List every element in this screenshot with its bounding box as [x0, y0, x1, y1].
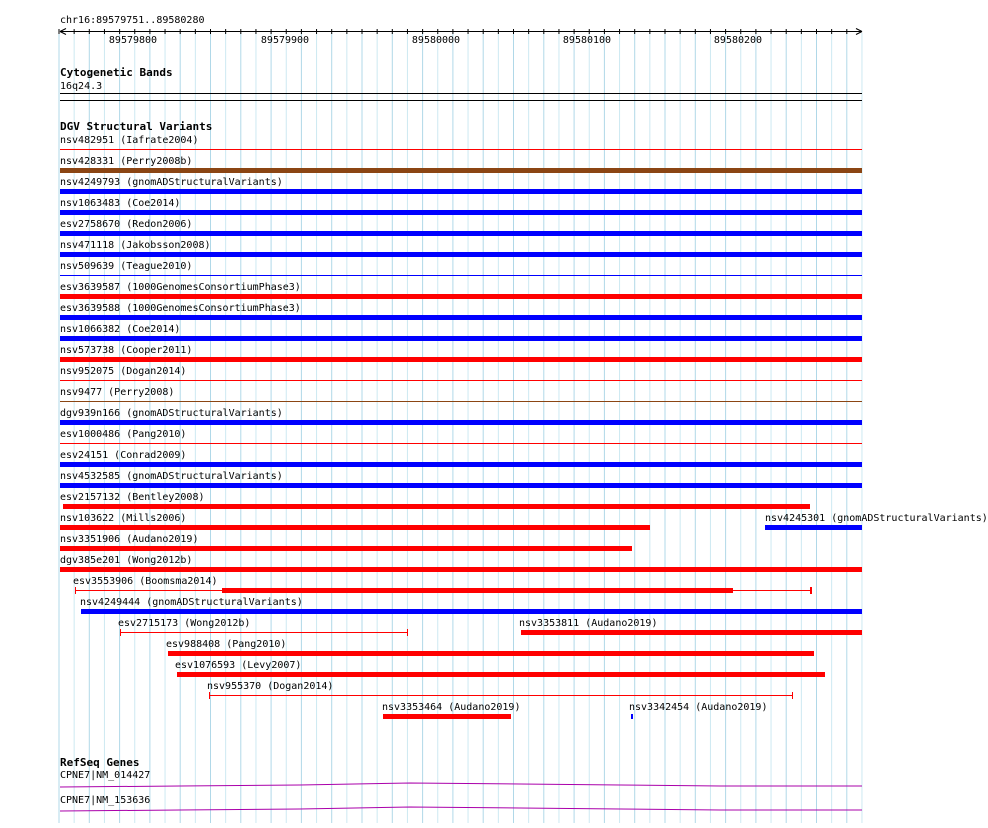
ruler-tick-label: 89580200 [713, 35, 763, 46]
dgv-feature-label[interactable]: nsv4249793 (gnomADStructuralVariants) [60, 177, 283, 188]
dgv-feature-bar[interactable] [60, 483, 862, 488]
dgv-feature-bar[interactable] [60, 336, 862, 341]
dgv-feature-bar[interactable] [60, 315, 862, 320]
dgv-feature-label[interactable]: esv2715173 (Wong2012b) [118, 618, 251, 629]
dgv-feature-bar[interactable] [60, 168, 862, 173]
dgv-feature-bar[interactable] [222, 588, 733, 593]
cytoband-label: 16q24.3 [60, 81, 103, 92]
dgv-feature-bar[interactable] [60, 231, 862, 236]
dgv-feature-label[interactable]: dgv385e201 (Wong2012b) [60, 555, 193, 566]
dgv-feature-label[interactable]: esv24151 (Conrad2009) [60, 450, 187, 461]
dgv-feature-label[interactable]: esv988408 (Pang2010) [166, 639, 287, 650]
dgv-feature-end-cap [810, 587, 812, 594]
dgv-feature-label[interactable]: esv3553906 (Boomsma2014) [73, 576, 218, 587]
dgv-feature-bar[interactable] [60, 210, 862, 215]
dgv-feature-end-cap [209, 692, 210, 699]
dgv-feature-line[interactable] [120, 632, 408, 633]
cytoband-track-title[interactable]: Cytogenetic Bands [60, 66, 173, 79]
dgv-feature-label[interactable]: esv1076593 (Levy2007) [175, 660, 302, 671]
dgv-feature-line[interactable] [209, 695, 793, 696]
dgv-feature-line[interactable] [60, 380, 862, 381]
dgv-feature-bar[interactable] [60, 252, 862, 257]
dgv-feature-bar[interactable] [60, 462, 862, 467]
dgv-feature-bar[interactable] [383, 714, 511, 719]
track-separator [60, 100, 862, 101]
dgv-feature-bar[interactable] [60, 189, 862, 194]
dgv-feature-label[interactable]: nsv4532585 (gnomADStructuralVariants) [60, 471, 283, 482]
cytoband-bar[interactable] [60, 93, 862, 94]
dgv-feature-end-cap [120, 629, 121, 636]
ruler-tick-label: 89579900 [260, 35, 310, 46]
refseq-transcript-label[interactable]: CPNE7|NM_153636 [60, 795, 151, 806]
dgv-feature-label[interactable]: nsv3353811 (Audano2019) [519, 618, 658, 629]
dgv-feature-line[interactable] [60, 275, 862, 276]
dgv-feature-label[interactable]: nsv952075 (Dogan2014) [60, 366, 187, 377]
dgv-feature-label[interactable]: nsv428331 (Perry2008b) [60, 156, 193, 167]
dgv-feature-label[interactable]: esv3639587 (1000GenomesConsortiumPhase3) [60, 282, 301, 293]
dgv-feature-bar[interactable] [60, 525, 650, 530]
dgv-feature-label[interactable]: nsv9477 (Perry2008) [60, 387, 175, 398]
dgv-feature-label[interactable]: esv2758670 (Redon2006) [60, 219, 193, 230]
dgv-feature-label[interactable]: nsv482951 (Iafrate2004) [60, 135, 199, 146]
dgv-feature-line[interactable] [60, 443, 862, 444]
position-ruler[interactable] [0, 0, 890, 60]
dgv-feature-label[interactable]: nsv955370 (Dogan2014) [207, 681, 334, 692]
dgv-feature-bar[interactable] [60, 546, 632, 551]
dgv-feature-bar[interactable] [63, 504, 810, 509]
ruler-tick-label: 89579800 [108, 35, 158, 46]
dgv-feature-label[interactable]: esv3639588 (1000GenomesConsortiumPhase3) [60, 303, 301, 314]
dgv-feature-end-cap [75, 587, 76, 594]
dgv-feature-label[interactable]: nsv3342454 (Audano2019) [629, 702, 768, 713]
dgv-feature-label[interactable]: nsv573738 (Cooper2011) [60, 345, 193, 356]
dgv-feature-label[interactable]: esv1000486 (Pang2010) [60, 429, 187, 440]
dgv-feature-label[interactable]: dgv939n166 (gnomADStructuralVariants) [60, 408, 283, 419]
dgv-feature-line[interactable] [60, 149, 862, 150]
dgv-track-title[interactable]: DGV Structural Variants [60, 120, 213, 133]
refseq-track-title[interactable]: RefSeq Genes [60, 756, 140, 769]
dgv-feature-bar[interactable] [60, 294, 862, 299]
dgv-feature-bar[interactable] [521, 630, 862, 635]
refseq-transcript-line[interactable] [0, 798, 890, 828]
dgv-feature-bar[interactable] [60, 420, 862, 425]
dgv-feature-label[interactable]: nsv1063483 (Coe2014) [60, 198, 181, 209]
dgv-feature-bar[interactable] [765, 525, 862, 530]
region-label: chr16:89579751..89580280 [60, 15, 205, 26]
dgv-feature-bar[interactable] [60, 357, 862, 362]
dgv-feature-label[interactable]: nsv1066382 (Coe2014) [60, 324, 181, 335]
dgv-feature-bar[interactable] [81, 609, 862, 614]
dgv-feature-end-cap [792, 692, 793, 699]
dgv-feature-label[interactable]: nsv3353464 (Audano2019) [382, 702, 521, 713]
dgv-feature-bar[interactable] [168, 651, 814, 656]
ruler-tick-label: 89580100 [562, 35, 612, 46]
dgv-feature-bar[interactable] [631, 714, 633, 719]
dgv-feature-label[interactable]: nsv103622 (Mills2006) [60, 513, 187, 524]
dgv-feature-label[interactable]: nsv3351906 (Audano2019) [60, 534, 199, 545]
dgv-feature-bar[interactable] [177, 672, 825, 677]
dgv-feature-end-cap [407, 629, 408, 636]
dgv-feature-label[interactable]: nsv471118 (Jakobsson2008) [60, 240, 211, 251]
dgv-feature-bar[interactable] [60, 567, 862, 572]
ruler-tick-label: 89580000 [411, 35, 461, 46]
dgv-feature-label[interactable]: nsv4249444 (gnomADStructuralVariants) [80, 597, 303, 608]
dgv-feature-label[interactable]: nsv4245301 (gnomADStructuralVariants) [765, 513, 988, 524]
refseq-transcript-label[interactable]: CPNE7|NM_014427 [60, 770, 151, 781]
dgv-feature-line[interactable] [60, 401, 862, 402]
dgv-feature-label[interactable]: esv2157132 (Bentley2008) [60, 492, 205, 503]
dgv-feature-label[interactable]: nsv509639 (Teague2010) [60, 261, 193, 272]
